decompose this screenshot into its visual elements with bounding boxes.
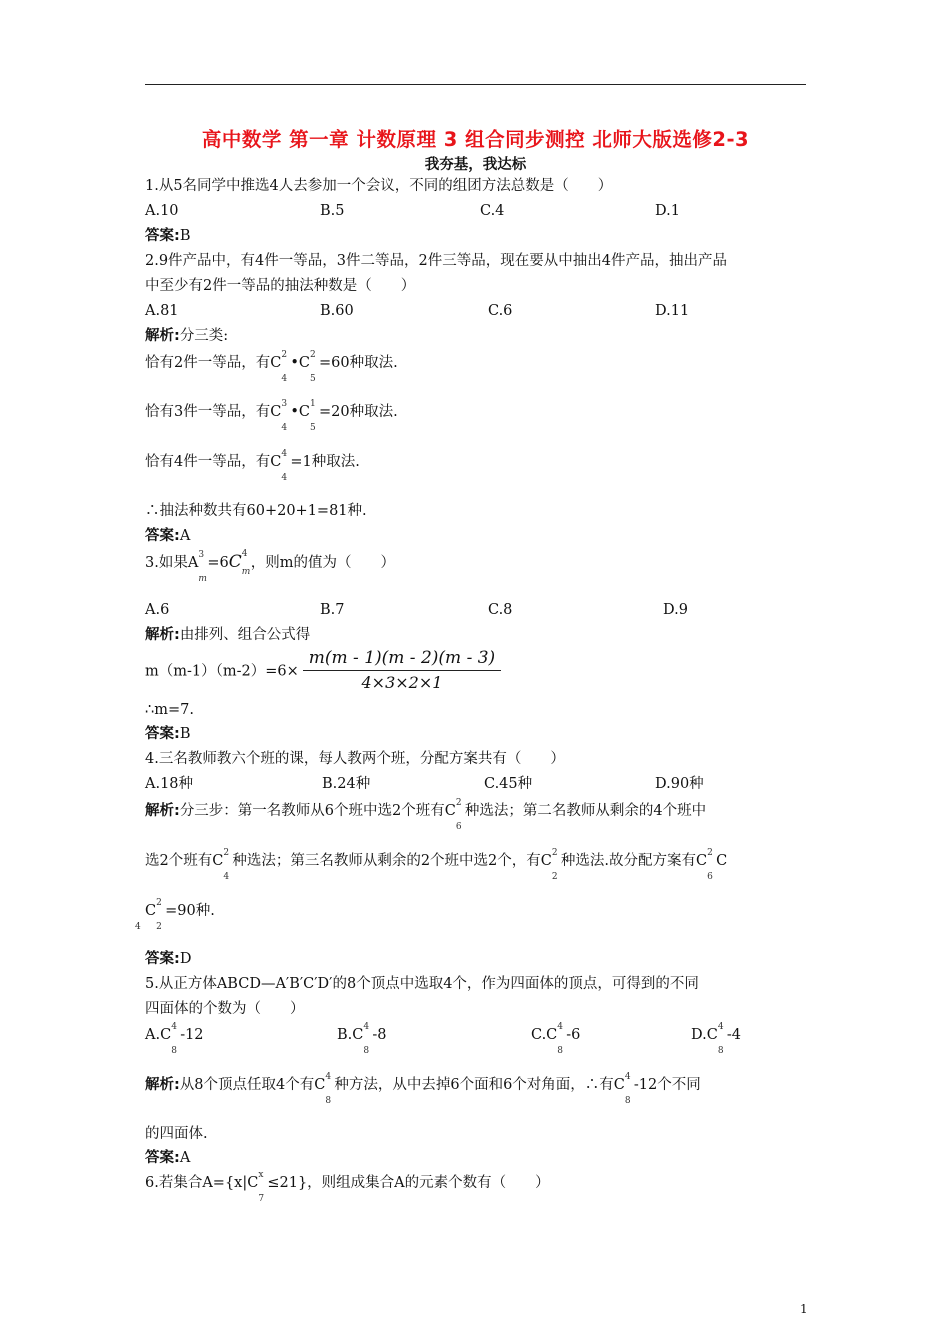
- page-number: 1: [800, 1302, 808, 1316]
- q5-answer: 答案:A: [145, 1150, 191, 1166]
- q3-fraction: $\frac{m(m - 1)(m - 2)(m - 3)}{4\times 3\times 2\times 1}$: [303, 648, 501, 692]
- q2-option-c: C.6: [488, 303, 513, 319]
- q1-option-a: A.10: [145, 203, 179, 219]
- section-subtitle: 我夯基，我达标: [424, 157, 527, 173]
- q5-stem-line1: 5.从正方体ABCD—A′B′C′D′的8个顶点中选取4个，作为四面体的顶点，可得到的不同: [145, 976, 699, 992]
- q2-stem-line1: 2.9件产品中，有4件一等品，3件二等品，2件三等品，现在要从中抽出4件产品，抽出产品: [145, 253, 727, 269]
- q4-analysis-line3: 4 C 2 2 =90种.: [135, 898, 215, 932]
- q3-option-a: A.6: [145, 602, 170, 618]
- q4-answer: 答案:D: [145, 951, 192, 967]
- q3-stem: 3.如果A 3 m =6C 4 m ，则m的值为（ ）: [145, 549, 395, 584]
- q4-stem: 4.三名教师教六个班的课，每人教两个班，分配方案共有（ ）: [145, 751, 565, 767]
- page-title: 高中数学 第一章 计数原理 3 组合同步测控 北师大版选修2-3: [201, 128, 750, 151]
- q2-option-a: A.81: [145, 303, 179, 319]
- q1-option-b: B.5: [320, 203, 345, 219]
- q5-analysis-line1: 解析:从8个顶点任取4个有C 4 8 种方法，从中去掉6个面和6个对角面，∴有C 4 8 -12个不同: [145, 1072, 701, 1106]
- q4-option-c: C.45种: [484, 776, 533, 792]
- q2-analysis: 解析:分三类:: [145, 328, 229, 344]
- q5-option-b: B.C 4 8 -8: [337, 1022, 387, 1056]
- q3-analysis: 解析:由排列、组合公式得: [145, 627, 311, 643]
- q5-option-c: C.C 4 8 -6: [531, 1022, 581, 1056]
- q1-option-d: D.1: [655, 203, 680, 219]
- q3-option-b: B.7: [320, 602, 345, 618]
- q4-analysis-line1: 解析:分三步：第一名教师从6个班中选2个班有C 2 6 种选法；第二名教师从剩余的4个班中: [145, 798, 707, 832]
- q6-stem: 6.若集合A={x|C x 7 ≤21}，则组成集合A的元素个数有（ ）: [145, 1170, 550, 1204]
- q5-option-a: A.C 4 8 -12: [145, 1022, 204, 1056]
- q3-result: ∴m=7.: [145, 702, 194, 718]
- q4-analysis-line2: 选2个班有C 2 4 种选法；第三名教师从剩余的2个班中选2个，有C 2 2 种选法.故分配方案有C 2 6 C: [145, 848, 728, 882]
- q4-option-a: A.18种: [145, 776, 194, 792]
- q3-answer: 答案:B: [145, 726, 191, 742]
- q5-analysis-line2: 的四面体.: [145, 1126, 208, 1142]
- q2-option-b: B.60: [320, 303, 354, 319]
- header-rule: [145, 84, 806, 85]
- q2-case-3: 恰有4件一等品，有C 4 4 =1种取法.: [145, 449, 360, 483]
- q5-stem-line2: 四面体的个数为（ ）: [145, 1001, 305, 1017]
- q2-total: ∴抽法种数共有60+20+1=81种.: [145, 503, 367, 519]
- q2-case-1: 恰有2件一等品，有C 2 4 •C 2 5 =60种取法.: [145, 350, 398, 384]
- q3-equation: m（m-1）（m-2）=6× $\frac{m(m - 1)(m - 2)(m - 3)}{4\times 3\times 2\times 1}$: [145, 648, 501, 692]
- q3-option-d: D.9: [663, 602, 688, 618]
- q4-option-d: D.90种: [655, 776, 704, 792]
- q4-option-b: B.24种: [322, 776, 371, 792]
- q3-option-c: C.8: [488, 602, 513, 618]
- q1-option-c: C.4: [480, 203, 505, 219]
- q1-answer: 答案:B: [145, 228, 191, 244]
- q2-answer: 答案:A: [145, 528, 191, 544]
- q1-stem: 1.从5名同学中推选4人去参加一个会议，不同的组团方法总数是（ ）: [145, 178, 613, 194]
- q5-option-d: D.C 4 8 -4: [691, 1022, 741, 1056]
- q2-case-2: 恰有3件一等品，有C 3 4 •C 1 5 =20种取法.: [145, 399, 398, 433]
- q2-stem-line2: 中至少有2件一等品的抽法种数是（ ）: [145, 278, 416, 294]
- q2-option-d: D.11: [655, 303, 690, 319]
